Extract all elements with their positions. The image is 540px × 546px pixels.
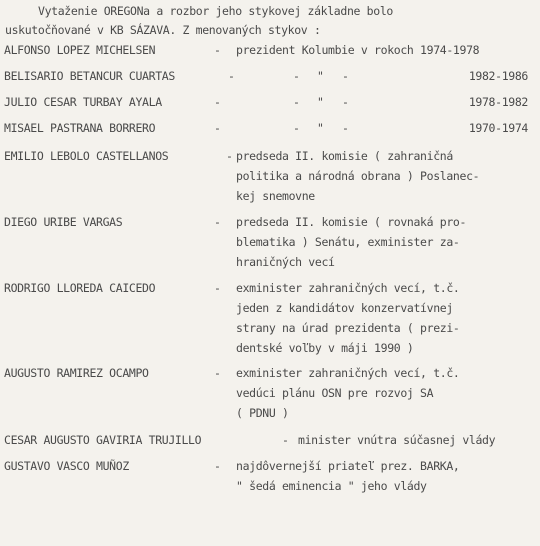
- contact-name: CESAR AUGUSTO GAVIRIA TRUJILLO: [4, 433, 202, 447]
- contact-description: [236, 456, 536, 496]
- description-line: politika a národná obrana ) Poslanec-: [236, 169, 480, 183]
- ditto-dash: -: [293, 95, 300, 109]
- contact-name: EMILIO LEBOLO CASTELLANOS: [4, 149, 169, 163]
- description-line: ( PDNU ): [236, 406, 289, 420]
- ditto-mark: ": [317, 95, 324, 109]
- description-line: najdôvernejší priateľ prez. BARKA,: [236, 459, 460, 473]
- separator-dash: -: [214, 95, 221, 109]
- ditto-mark: ": [317, 69, 324, 83]
- term-years: 1982-1986: [468, 69, 528, 83]
- contact-description: prezident Kolumbie v rokoch 1974-1978: [236, 43, 480, 57]
- ditto-mark: ": [317, 121, 324, 135]
- description-line: exminister zahraničných vecí, t.č.: [236, 366, 460, 380]
- separator-dash: -: [282, 433, 289, 447]
- description-line: strany na úrad prezidenta ( prezi-: [236, 321, 460, 335]
- contact-description: [236, 278, 536, 358]
- separator-dash: -: [214, 366, 221, 380]
- contact-description: [236, 363, 536, 423]
- contact-name: GUSTAVO VASCO MUÑOZ: [4, 459, 129, 473]
- contact-name: BELISARIO BETANCUR CUARTAS: [4, 69, 175, 83]
- description-line: jeden z kandidátov konzervatívnej: [236, 301, 453, 315]
- contact-description: [236, 212, 536, 272]
- description-line: blematika ) Senátu, exminister za-: [236, 235, 460, 249]
- contact-name: AUGUSTO RAMIREZ OCAMPO: [4, 366, 149, 380]
- intro-line-1: Vytaženie OREGONa a rozbor jeho stykovej základne bolo: [38, 4, 393, 18]
- description-line: exminister zahraničných vecí, t.č.: [236, 281, 460, 295]
- description-line: dentské voľby v máji 1990 ): [236, 341, 414, 355]
- description-line: predseda II. komisie ( rovnaká pro-: [236, 215, 467, 229]
- contact-name: JULIO CESAR TURBAY AYALA: [4, 95, 162, 109]
- separator-dash: -: [226, 149, 233, 163]
- separator-dash: -: [214, 459, 221, 473]
- ditto-dash: -: [293, 121, 300, 135]
- separator-dash: -: [214, 121, 221, 135]
- description-line: predseda II. komisie ( zahraničná: [236, 149, 453, 163]
- separator-dash: -: [214, 215, 221, 229]
- separator-dash: -: [228, 69, 235, 83]
- ditto-dash: -: [342, 69, 349, 83]
- ditto-dash: -: [342, 95, 349, 109]
- separator-dash: -: [214, 281, 221, 295]
- contact-name: ALFONSO LOPEZ MICHELSEN: [4, 43, 156, 57]
- description-line: " šedá eminencia " jeho vlády: [236, 479, 427, 493]
- ditto-dash: -: [342, 121, 349, 135]
- intro-line-2: uskutočňované v KB SÁZAVA. Z menovaných stykov :: [5, 23, 321, 37]
- separator-dash: -: [214, 43, 221, 57]
- contact-description: minister vnútra súčasnej vlády: [298, 433, 496, 447]
- description-line: hraničných vecí: [236, 255, 335, 269]
- ditto-dash: -: [293, 69, 300, 83]
- contact-name: MISAEL PASTRANA BORRERO: [4, 121, 156, 135]
- contact-name: RODRIGO LLOREDA CAICEDO: [4, 281, 156, 295]
- term-years: 1970-1974: [468, 121, 528, 135]
- description-line: kej snemovne: [236, 189, 315, 203]
- term-years: 1978-1982: [468, 95, 528, 109]
- contact-name: DIEGO URIBE VARGAS: [4, 215, 123, 229]
- description-line: vedúci plánu OSN pre rozvoj SA: [236, 386, 434, 400]
- contact-description: [236, 146, 536, 206]
